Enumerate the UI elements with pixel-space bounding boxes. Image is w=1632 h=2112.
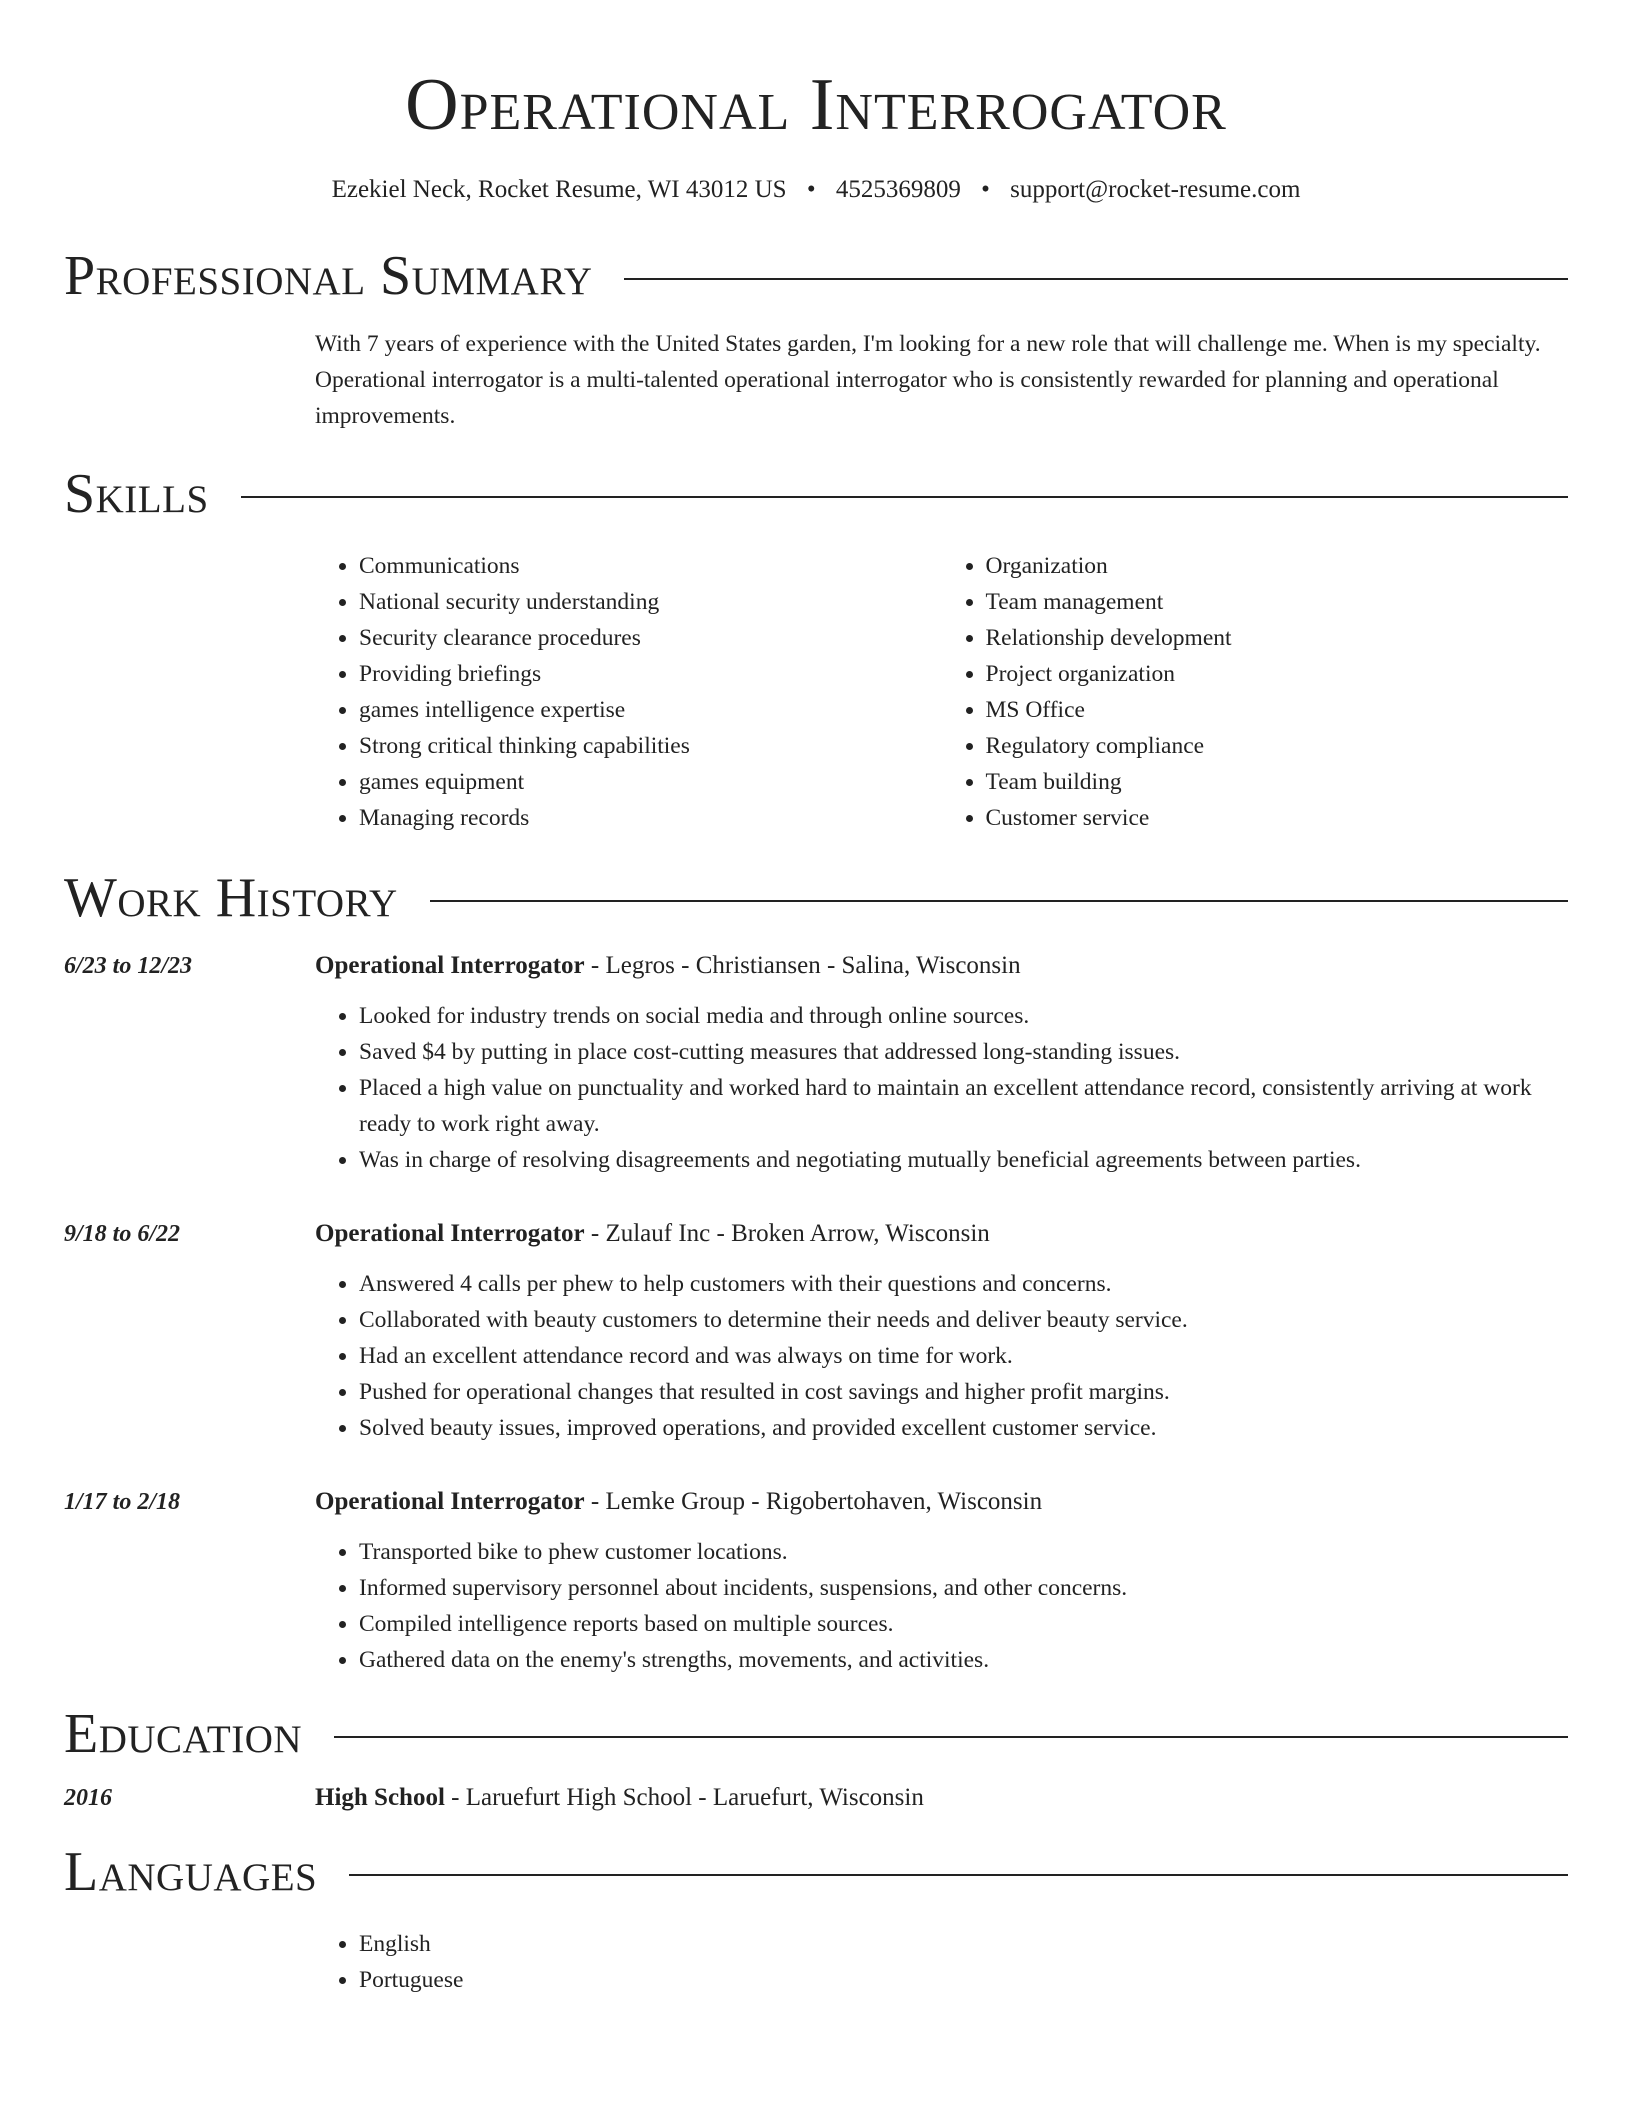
skill-item: • MS Office [986,692,1569,728]
job-bullet: • Looked for industry trends on social media and through online sources. [359,998,1568,1034]
job-bullet: • Was in charge of resolving disagreements and negotiating mutually beneficial agreements between parties. [359,1142,1568,1178]
job-bullet: • Collaborated with beauty customers to determine their needs and deliver beauty service. [359,1302,1568,1338]
job-details: - Legros - Christiansen - Salina, Wisconsin [584,952,1021,979]
job-dates: 9/18 to 6/22 [64,1221,181,1247]
section-divider [624,278,1568,280]
education-title-line [315,1778,1568,1818]
summary-text: With 7 years of experience with the United States garden, I'm looking for a new role that will challenge me. When is my specialty. Operational interrogator is a multi-talented operational interrogator who is consistently rewarded for planning and operational improvements. [315,331,1541,429]
skills-column-right [942,548,1569,836]
section-divider [241,496,1568,498]
section-divider [334,1736,1568,1738]
skill-item: • games equipment [359,764,942,800]
job-entry [64,946,1568,1178]
section-divider [349,1874,1568,1876]
languages-section-header [64,1840,1568,1904]
skill-item: • Regulatory compliance [986,728,1569,764]
contact-email: support@rocket-resume.com [1010,176,1301,203]
job-role: Operational Interrogator [315,1220,585,1247]
job-dates: 6/23 to 12/23 [64,953,193,979]
education-year: 2016 [64,1785,112,1811]
skill-item: • Team building [986,764,1569,800]
job-details: - Zulauf Inc - Broken Arrow, Wisconsin [584,1220,990,1247]
job-dates: 1/17 to 2/18 [64,1489,181,1515]
job-entry [64,1214,1568,1446]
job-bullets [315,1266,1568,1446]
job-entry [64,1482,1568,1678]
job-bullet: • Gathered data on the enemy's strengths, movements, and activities. [359,1642,1568,1678]
job-bullet: • Placed a high value on punctuality and worked hard to maintain an excellent attendance record, consistently arriving at work ready to work right away. [359,1070,1568,1142]
education-entry [64,1778,1568,1818]
skill-item: • Communications [359,548,942,584]
skill-item: • Strong critical thinking capabilities [359,728,942,764]
job-role: Operational Interrogator [315,952,585,979]
contact-separator: • [806,176,816,203]
job-bullet: • Transported bike to phew customer locations. [359,1534,1568,1570]
job-bullet: • Pushed for operational changes that resulted in cost savings and higher profit margins. [359,1374,1568,1410]
job-bullet: • Saved $4 by putting in place cost-cutting measures that addressed long-standing issues. [359,1034,1568,1070]
job-title-line [315,1214,1568,1254]
candidate-name: Operational Interrogator [405,64,1227,146]
job-details: - Lemke Group - Rigobertohaven, Wisconsin [584,1488,1043,1515]
summary-section-header [64,244,1568,308]
contact-line [64,174,1568,206]
skills-list [315,548,1568,836]
skills-section-title: Skills [64,463,209,525]
languages-list [315,1926,1568,1998]
section-divider [430,900,1568,902]
job-bullet: • Answered 4 calls per phew to help customers with their questions and concerns. [359,1266,1568,1302]
job-bullet: • Solved beauty issues, improved operations, and provided excellent customer service. [359,1410,1568,1446]
language-item: • English [359,1926,1568,1962]
education-degree: High School [315,1784,445,1811]
job-bullet: • Compiled intelligence reports based on multiple sources. [359,1606,1568,1642]
work-section-header [64,866,1568,930]
work-section-title: Work History [64,867,398,929]
job-bullets [315,1534,1568,1678]
contact-separator: • [981,176,990,203]
skill-item: • Providing briefings [359,656,942,692]
job-title-line [315,1482,1568,1522]
languages-section-title: Languages [64,1841,318,1903]
skill-item: • games intelligence expertise [359,692,942,728]
education-section-title: Education [64,1703,303,1765]
education-section-header [64,1702,1568,1766]
skill-item: • Organization [986,548,1569,584]
skill-item: • Security clearance procedures [359,620,942,656]
skill-item: • Project organization [986,656,1569,692]
skill-item: • Managing records [359,800,942,836]
contact-address: Ezekiel Neck, Rocket Resume, WI 43012 US [331,176,787,203]
skill-item: • Team management [986,584,1569,620]
job-body [315,1214,1568,1446]
job-body [315,1482,1568,1678]
education-details: - Laruefurt High School - Laruefurt, Wisconsin [444,1784,924,1811]
skill-item: • Customer service [986,800,1569,836]
job-body [315,946,1568,1178]
education-body [315,1778,1568,1818]
job-bullet: • Had an excellent attendance record and was always on time for work. [359,1338,1568,1374]
summary-section-title: Professional Summary [64,245,593,307]
job-bullets [315,998,1568,1178]
skill-item: • National security understanding [359,584,942,620]
skills-section-header [64,462,1568,526]
skills-column-left [315,548,942,836]
job-title-line [315,946,1568,986]
language-item: • Portuguese [359,1962,1568,1998]
skill-item: • Relationship development [986,620,1569,656]
job-bullet: • Informed supervisory personnel about incidents, suspensions, and other concerns. [359,1570,1568,1606]
contact-phone: 4525369809 [835,176,961,203]
job-role: Operational Interrogator [315,1488,585,1515]
